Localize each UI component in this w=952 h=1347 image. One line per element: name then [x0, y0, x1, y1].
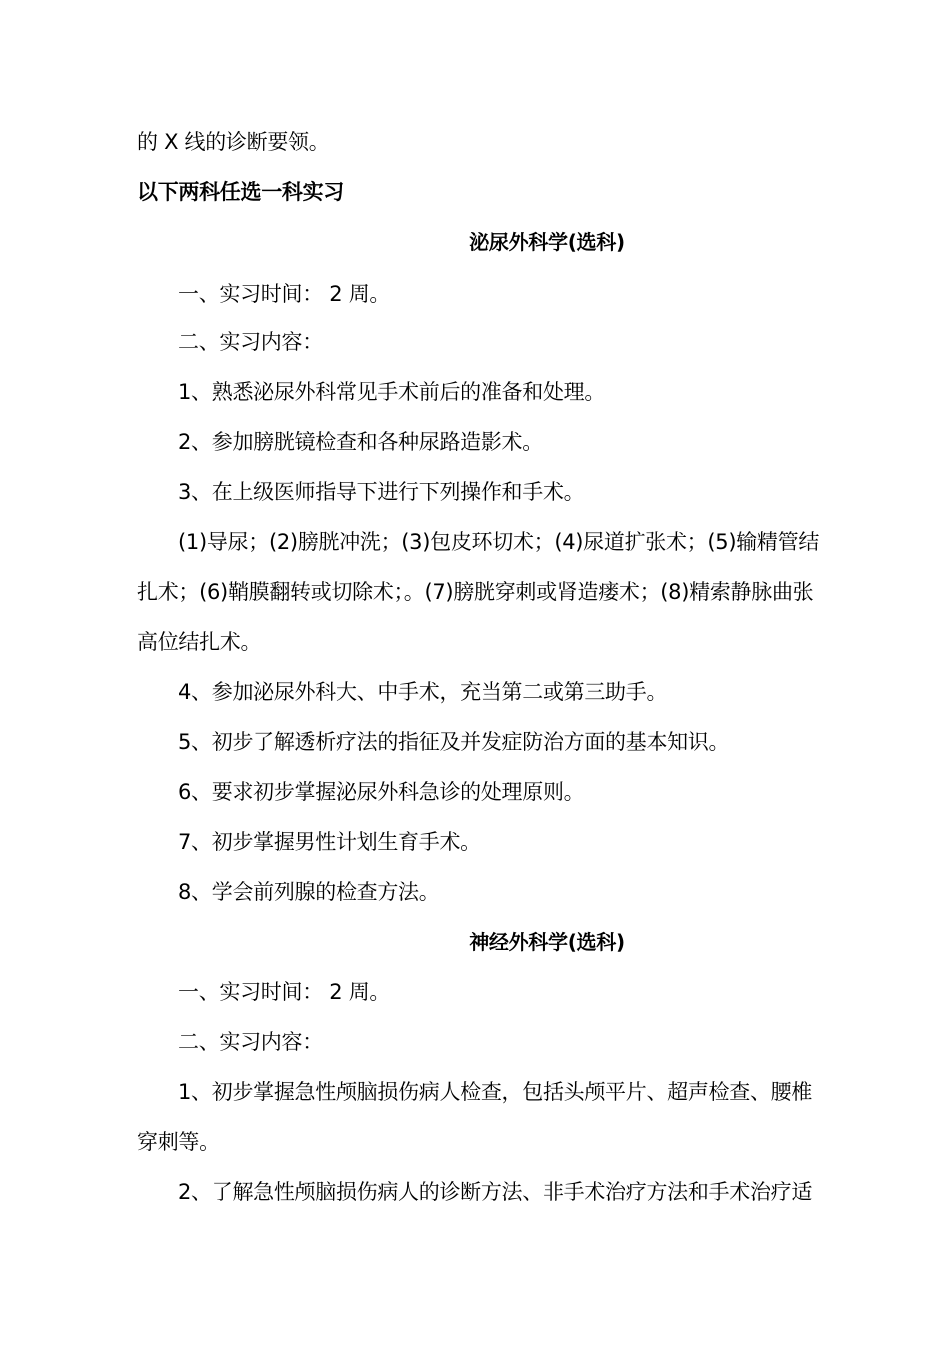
list-item: 5、初步了解透析疗法的指征及并发症防治方面的基本知识。	[178, 730, 730, 754]
text-line: (1)导尿；(2)膀胱冲洗；(3)包皮环切术；(4)尿道扩张术；(5)输精管结	[178, 530, 820, 554]
text-line: 高位结扎术。	[137, 630, 262, 654]
list-item: 2、参加膀胱镜检查和各种尿路造影术。	[178, 430, 543, 454]
text-line: 扎术；(6)鞘膜翻转或切除术；。(7)膀胱穿刺或肾造瘘术；(8)精索静脉曲张	[137, 580, 814, 604]
text-line: 穿刺等。	[137, 1130, 220, 1154]
list-item: 7、初步掌握男性计划生育手术。	[178, 830, 481, 854]
list-item: 1、初步掌握急性颅脑损伤病人检查，包括头颅平片、超声检查、腰椎	[178, 1080, 813, 1104]
section-note: 以下两科任选一科实习	[137, 180, 344, 204]
list-item: 3、在上级医师指导下进行下列操作和手术。	[178, 480, 585, 504]
list-item: 6、要求初步掌握泌尿外科急诊的处理原则。	[178, 780, 585, 804]
section-heading-urology: 泌尿外科学(选科)	[469, 230, 625, 254]
list-item: 8、学会前列腺的检查方法。	[178, 880, 440, 904]
text-line: 二、实习内容：	[178, 330, 323, 354]
list-item: 2、了解急性颅脑损伤病人的诊断方法、非手术治疗方法和手术治疗适	[178, 1180, 813, 1204]
list-item: 4、参加泌尿外科大、中手术，充当第二或第三助手。	[178, 680, 668, 704]
text-line: 二、实习内容：	[178, 1030, 323, 1054]
text-line: 的 X 线的诊断要领。	[137, 130, 330, 154]
text-line: 一、实习时间： 2 周。	[178, 980, 391, 1004]
list-item: 1、熟悉泌尿外科常见手术前后的准备和处理。	[178, 380, 606, 404]
section-heading-neurosurgery: 神经外科学(选科)	[469, 930, 625, 954]
text-line: 一、实习时间： 2 周。	[178, 282, 391, 306]
